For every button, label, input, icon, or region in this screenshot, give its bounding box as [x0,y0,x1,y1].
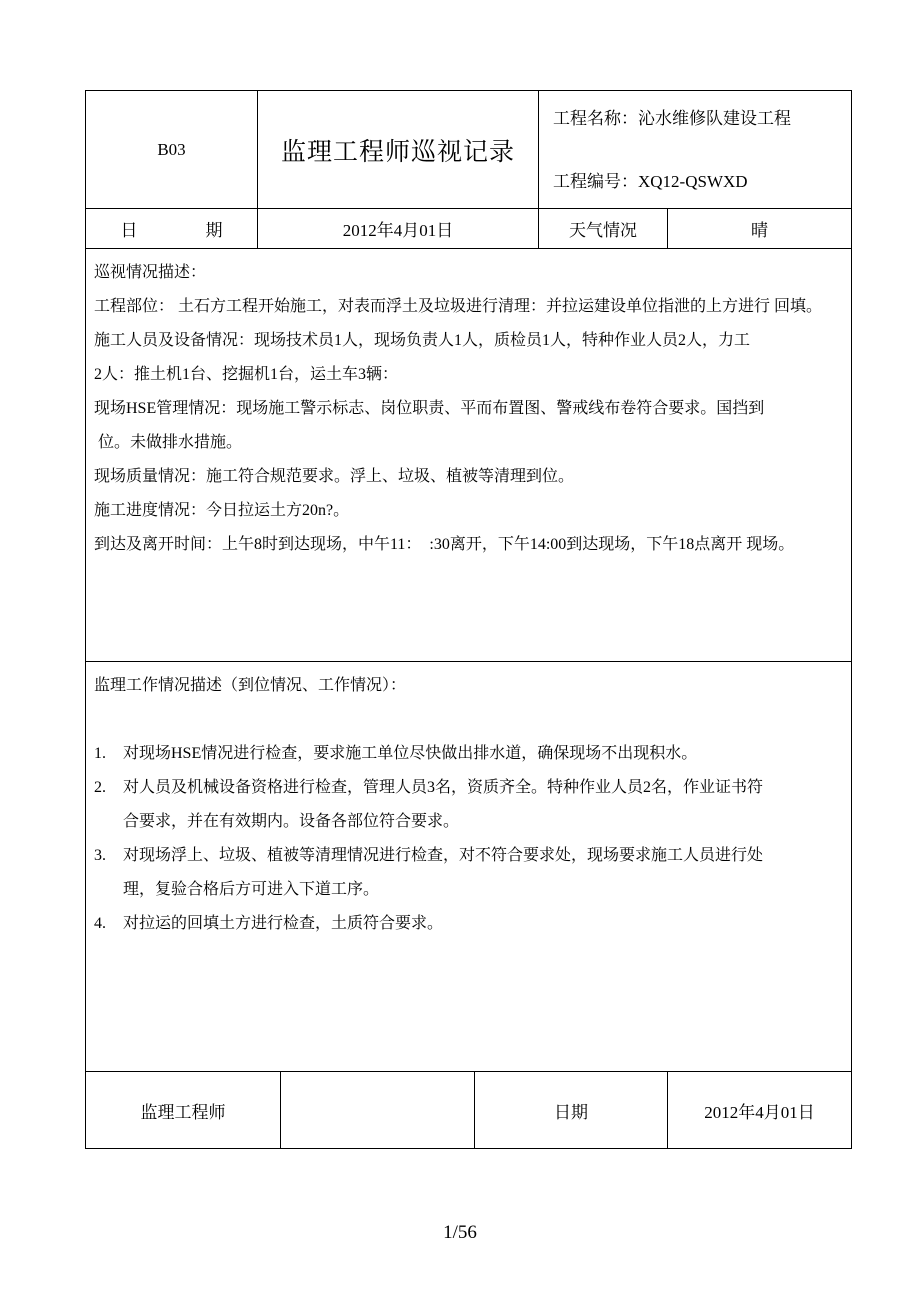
item-number: 3. [94,847,106,864]
engineer-label-cell [86,1072,281,1148]
form-code-cell [86,91,258,208]
project-info-cell [539,91,851,208]
item-number: 4. [94,915,106,932]
form-title: 监理工程师巡视记录 [280,138,515,166]
inspection-line: 现场质量情况：施工符合规范要求。浮上、垃圾、植被等清理到位。 [94,468,575,485]
item-line: 对拉运的回填土方进行检查，土质符合要求。 [123,915,444,932]
inspection-line: 2人：推土机1台、挖掘机1台，运土车3辆： [94,366,399,383]
item-line: 对人员及机械设备资格进行检查，管理人员3名，资质齐全。特种作业人员2名，作业证书符 [123,779,764,796]
inspection-cell [86,249,851,661]
weather-label: 天气情况 [569,221,637,240]
engineer-signature-cell [281,1072,475,1148]
signature-date-value-cell [668,1072,851,1148]
date-value: 2012年4月01日 [342,221,454,240]
project-code: 工程编号：XQ12-QSWXD [553,172,748,191]
date-label: 日 期 [120,221,223,240]
item-line: 对现场HSE情况进行检查，要求施工单位尽快做出排水道，确保现场不出现积水。 [123,745,698,762]
item-number: 1. [94,745,106,762]
blank-line [94,703,845,737]
engineer-label: 监理工程师 [140,1102,226,1122]
supervision-item [94,839,845,907]
supervision-cell [86,662,851,1071]
inspection-line: 现场HSE管理情况：现场施工警示标志、岗位职责、平而布置图、警戒线布卷符合要求。国挡到 [94,400,765,417]
supervision-item [94,771,845,839]
date-label-cell [86,209,258,248]
project-name: 工程名称：沁水维修队建设工程 [553,109,791,128]
inspection-heading: 巡视情况描述： [94,264,207,281]
item-line: 理，复验合格后方可进入下道工序。 [123,881,380,898]
signature-date-label-cell [475,1072,668,1148]
supervision-item [94,737,845,771]
form-code: B03 [157,139,186,159]
signature-row [86,1072,851,1148]
date-value-cell [258,209,539,248]
supervision-section [86,662,851,1072]
form-title-cell [258,91,539,208]
date-weather-row [86,209,851,249]
signature-date-value: 2012年4月01日 [704,1102,815,1122]
inspection-line: 到达及离开时间：上午8时到达现场，中午11： :30离开，下午14:00到达现场，下午18点离开 现场。 [94,536,795,553]
header-row [86,91,851,209]
inspection-line: 施工人员及设备情况：现场技术员1人，现场负责人1人，质检员1人，特种作业人员2人，力工 [94,332,751,349]
inspection-line: 位。未做排水措施。 [94,434,243,451]
weather-value: 晴 [751,221,768,240]
inspection-line: 工程部位： 土石方工程开始施工，对表而浮土及垃圾进行清理：并拉运建设单位指泄的上方进行 回填。 [94,298,823,315]
supervision-heading: 监理工作情况描述（到位情况、工作情况）： [94,677,407,694]
inspection-line: 施工进度情况：今日拉运土方20n?。 [94,502,350,519]
inspection-record-table [85,90,852,1149]
item-line: 合要求，并在有效期内。设备各部位符合要求。 [123,813,460,830]
weather-label-cell [539,209,668,248]
weather-value-cell [668,209,851,248]
item-number: 2. [94,779,106,796]
inspection-section [86,249,851,662]
page-number: 1/56 [443,1222,477,1243]
supervision-item [94,907,845,941]
item-line: 对现场浮上、垃圾、植被等清理情况进行检查，对不符合要求处，现场要求施工人员进行处 [123,847,764,864]
signature-date-label: 日期 [554,1102,588,1122]
